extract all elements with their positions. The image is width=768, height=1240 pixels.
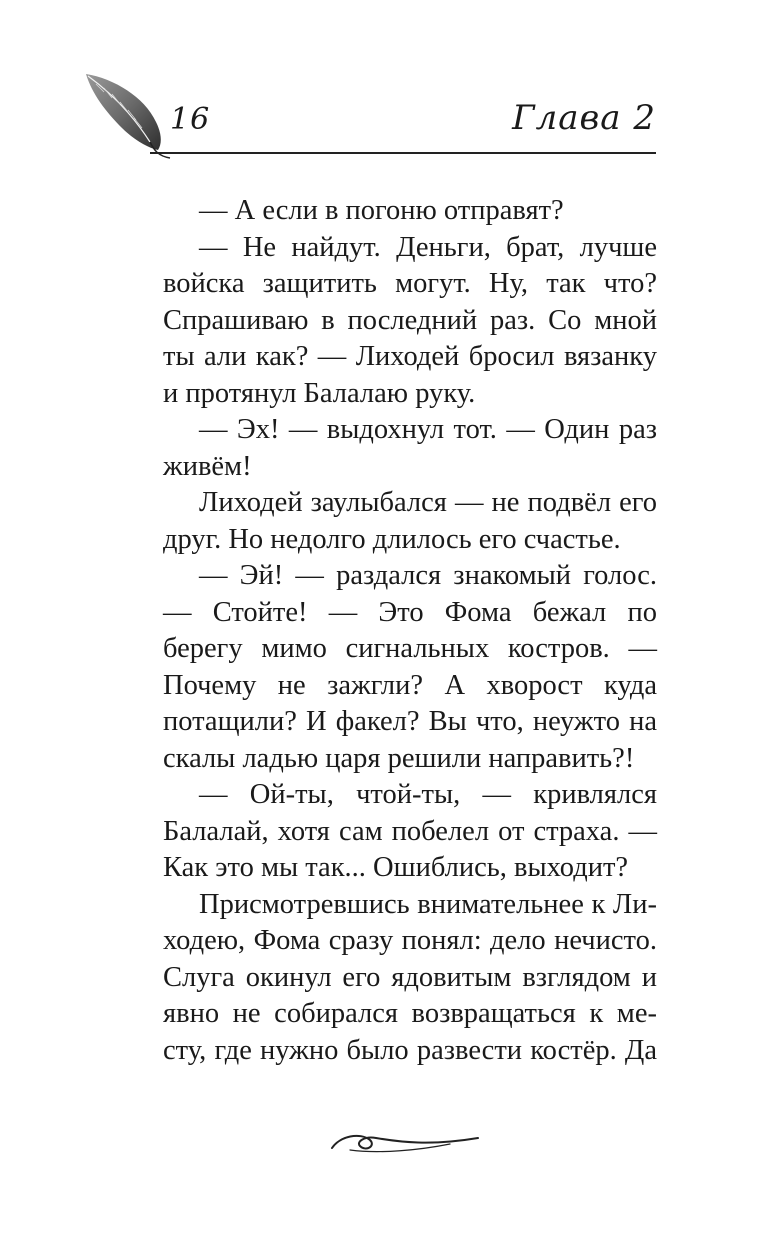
body-text [163, 193, 657, 1069]
paragraph: — Ой-ты, чтой-ты, — кривлялся Балалай, хотя сам побелел от страха. — Как это мы так... Ошиблись, выходит? [163, 779, 657, 883]
paragraph: — Эх! — выдохнул тот. — Один раз живём! [163, 414, 657, 482]
paragraph: — Не найдут. Деньги, брат, лучше войска защитить могут. Ну, так что? Спрашиваю в последний раз. Со мной ты али как? — Лиходей бросил вязанку и протянул Балалаю руку. [163, 231, 657, 409]
running-head-chapter: Глава 2 [512, 98, 656, 138]
paragraph: — А если в погоню отправят? [199, 195, 564, 226]
paragraph: Присмотревшись внимательнее к Лиходею, Фома сразу понял: дело нечисто. Слуга окинул его ядовитым взглядом и явно не собирался возвращаться к месту, где нужно было развести костёр. Да [163, 888, 657, 1066]
paragraph: — Эй! — раздался знакомый голос. — Стойте! — Это Фома бежал по берегу мимо сигнальных костров. — Почему не зажгли? А хворост куда потащили? И факел? Вы что, неужто на скалы ладью царя решили направить?! [163, 560, 657, 774]
flourish-ornament-icon [330, 1126, 480, 1156]
page-number: 16 [170, 102, 211, 137]
feather-icon [82, 70, 172, 162]
paragraph: Лиходей заулыбался — не подвёл его друг. Но недолго длилось его счастье. [163, 487, 657, 555]
header-divider [150, 152, 656, 154]
